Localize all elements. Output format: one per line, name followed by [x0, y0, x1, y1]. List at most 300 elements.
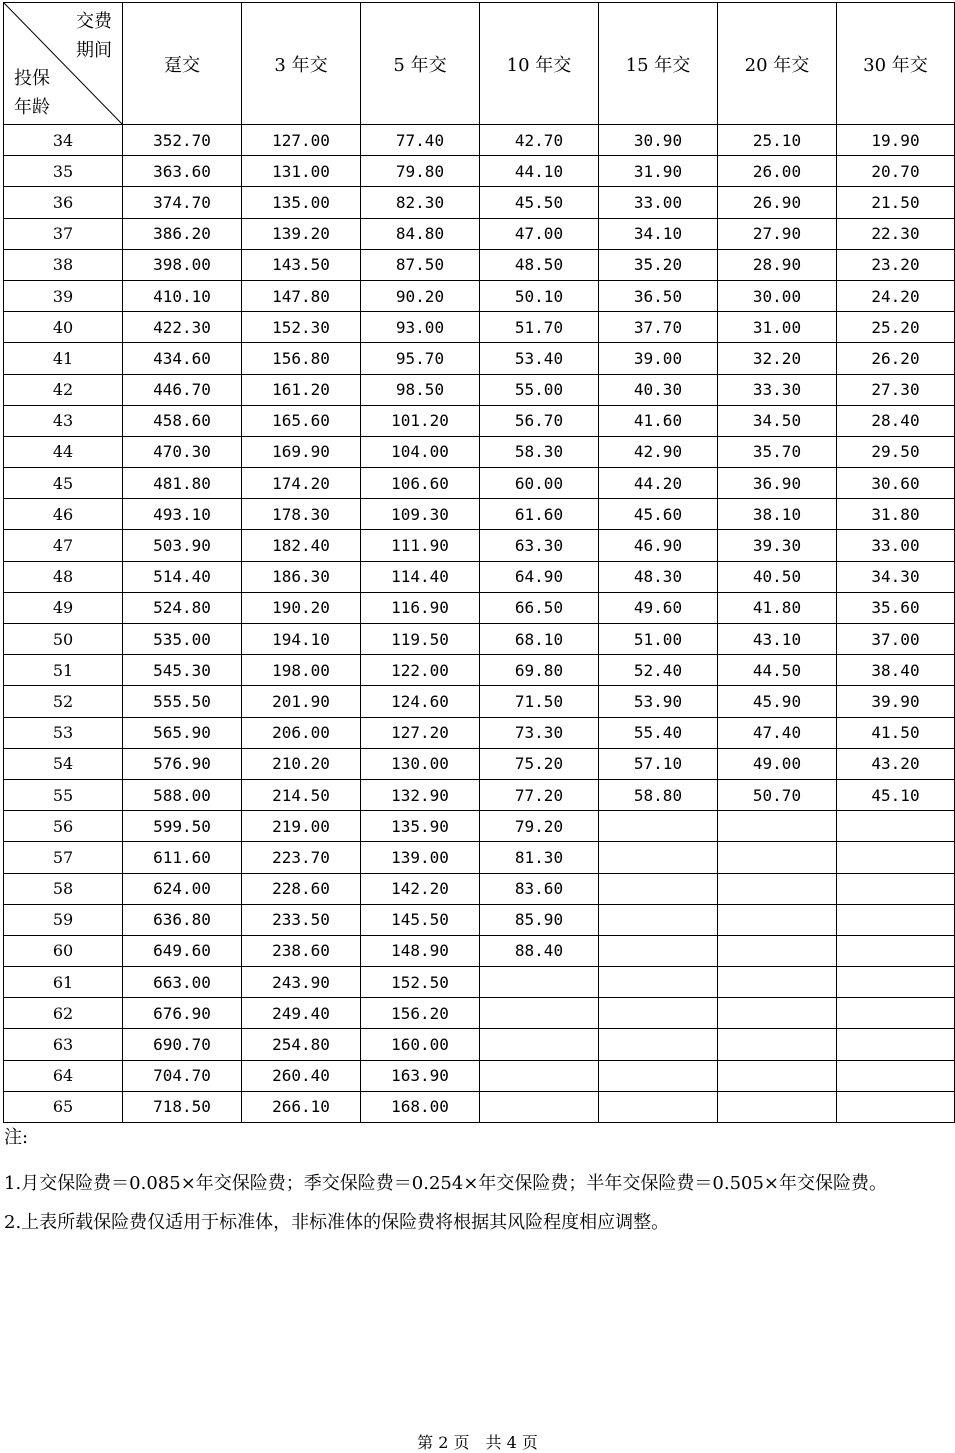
- premium-cell: 45.60: [599, 499, 718, 530]
- premium-cell: 47.40: [718, 717, 837, 748]
- table-row: [4, 624, 955, 655]
- premium-cell: 73.30: [480, 717, 599, 748]
- premium-cell: 43.10: [718, 624, 837, 655]
- premium-cell: [599, 1060, 718, 1091]
- premium-cell: [599, 935, 718, 966]
- premium-cell: 131.00: [242, 156, 361, 187]
- premium-cell: 69.80: [480, 655, 599, 686]
- table-row: [4, 779, 955, 810]
- premium-cell: 40.30: [599, 374, 718, 405]
- age-cell: 36: [4, 187, 123, 218]
- premium-cell: 410.10: [123, 280, 242, 311]
- premium-cell: 649.60: [123, 935, 242, 966]
- premium-cell: [837, 842, 955, 873]
- premium-cell: 84.80: [361, 218, 480, 249]
- premium-cell: 704.70: [123, 1060, 242, 1091]
- premium-cell: 64.90: [480, 561, 599, 592]
- premium-cell: 624.00: [123, 873, 242, 904]
- page-number: 第 2 页 共 4 页: [417, 1433, 538, 1452]
- age-cell: 48: [4, 561, 123, 592]
- table-row: [4, 1029, 955, 1060]
- premium-cell: 39.00: [599, 343, 718, 374]
- table-row: [4, 592, 955, 623]
- premium-cell: 88.40: [480, 935, 599, 966]
- corner-header-cell: [4, 3, 123, 125]
- premium-cell: 545.30: [123, 655, 242, 686]
- premium-cell: 139.00: [361, 842, 480, 873]
- premium-cell: [480, 1091, 599, 1122]
- premium-cell: 35.20: [599, 249, 718, 280]
- premium-cell: 28.90: [718, 249, 837, 280]
- premium-cell: 28.40: [837, 405, 955, 436]
- premium-cell: 135.90: [361, 811, 480, 842]
- age-cell: 41: [4, 343, 123, 374]
- premium-cell: 676.90: [123, 998, 242, 1029]
- premium-cell: 25.10: [718, 125, 837, 156]
- age-cell: 63: [4, 1029, 123, 1060]
- premium-cell: 77.40: [361, 125, 480, 156]
- premium-cell: 36.50: [599, 280, 718, 311]
- premium-cell: 386.20: [123, 218, 242, 249]
- premium-cell: 27.30: [837, 374, 955, 405]
- premium-cell: 53.90: [599, 686, 718, 717]
- premium-cell: 38.10: [718, 499, 837, 530]
- premium-cell: 26.90: [718, 187, 837, 218]
- premium-cell: 31.00: [718, 312, 837, 343]
- premium-cell: 23.20: [837, 249, 955, 280]
- age-cell: 49: [4, 592, 123, 623]
- table-row: [4, 717, 955, 748]
- premium-cell: 79.80: [361, 156, 480, 187]
- premium-cell: 132.90: [361, 779, 480, 810]
- premium-cell: 68.10: [480, 624, 599, 655]
- premium-cell: 174.20: [242, 468, 361, 499]
- premium-cell: 156.80: [242, 343, 361, 374]
- premium-cell: [837, 873, 955, 904]
- premium-cell: 266.10: [242, 1091, 361, 1122]
- premium-cell: 254.80: [242, 1029, 361, 1060]
- premium-cell: 156.20: [361, 998, 480, 1029]
- age-cell: 43: [4, 405, 123, 436]
- premium-cell: 85.90: [480, 904, 599, 935]
- premium-cell: 34.10: [599, 218, 718, 249]
- premium-cell: 42.90: [599, 436, 718, 467]
- column-header: 30 年交: [837, 3, 955, 125]
- age-cell: 57: [4, 842, 123, 873]
- table-row: [4, 125, 955, 156]
- column-header: 趸交: [123, 3, 242, 125]
- premium-cell: 122.00: [361, 655, 480, 686]
- premium-cell: 19.90: [837, 125, 955, 156]
- premium-cell: 434.60: [123, 343, 242, 374]
- premium-cell: 119.50: [361, 624, 480, 655]
- premium-cell: 481.80: [123, 468, 242, 499]
- table-row: [4, 218, 955, 249]
- premium-cell: 524.80: [123, 592, 242, 623]
- age-cell: 50: [4, 624, 123, 655]
- premium-cell: 82.30: [361, 187, 480, 218]
- premium-cell: 101.20: [361, 405, 480, 436]
- table-row: [4, 811, 955, 842]
- table-row: [4, 873, 955, 904]
- premium-cell: 71.50: [480, 686, 599, 717]
- corner-label-insured-age: 投保 年龄: [14, 68, 50, 118]
- table-row: [4, 904, 955, 935]
- premium-cell: 143.50: [242, 249, 361, 280]
- premium-cell: 42.70: [480, 125, 599, 156]
- premium-cell: 233.50: [242, 904, 361, 935]
- table-row: [4, 280, 955, 311]
- note-item: 2.上表所载保险费仅适用于标准体，非标准体的保险费将根据其风险程度相应调整。: [4, 1212, 670, 1233]
- premium-cell: 40.50: [718, 561, 837, 592]
- premium-cell: 663.00: [123, 967, 242, 998]
- premium-cell: 20.70: [837, 156, 955, 187]
- table-row: [4, 343, 955, 374]
- age-cell: 62: [4, 998, 123, 1029]
- age-cell: 60: [4, 935, 123, 966]
- premium-cell: 186.30: [242, 561, 361, 592]
- premium-cell: 201.90: [242, 686, 361, 717]
- premium-cell: 77.20: [480, 779, 599, 810]
- premium-cell: 35.70: [718, 436, 837, 467]
- premium-cell: 45.50: [480, 187, 599, 218]
- premium-cell: 116.90: [361, 592, 480, 623]
- premium-cell: 21.50: [837, 187, 955, 218]
- premium-cell: [718, 842, 837, 873]
- age-cell: 54: [4, 748, 123, 779]
- premium-cell: 58.30: [480, 436, 599, 467]
- premium-cell: 114.40: [361, 561, 480, 592]
- premium-cell: 165.60: [242, 405, 361, 436]
- premium-cell: 60.00: [480, 468, 599, 499]
- table-row: [4, 655, 955, 686]
- age-cell: 34: [4, 125, 123, 156]
- age-cell: 40: [4, 312, 123, 343]
- age-cell: 35: [4, 156, 123, 187]
- note-item: 1.月交保险费＝0.085×年交保险费；季交保险费＝0.254×年交保险费；半年交保险费＝0.505×年交保险费。: [4, 1173, 888, 1194]
- table-row: [4, 967, 955, 998]
- age-cell: 64: [4, 1060, 123, 1091]
- table-row: [4, 935, 955, 966]
- premium-cell: 44.10: [480, 156, 599, 187]
- table-row: [4, 156, 955, 187]
- table-row: [4, 686, 955, 717]
- premium-cell: 34.30: [837, 561, 955, 592]
- premium-cell: 37.00: [837, 624, 955, 655]
- premium-cell: 228.60: [242, 873, 361, 904]
- column-header: 3 年交: [242, 3, 361, 125]
- premium-cell: 194.10: [242, 624, 361, 655]
- premium-cell: 35.60: [837, 592, 955, 623]
- premium-cell: 690.70: [123, 1029, 242, 1060]
- table-row: [4, 842, 955, 873]
- premium-cell: [599, 842, 718, 873]
- premium-cell: 26.00: [718, 156, 837, 187]
- premium-cell: 446.70: [123, 374, 242, 405]
- premium-cell: 470.30: [123, 436, 242, 467]
- premium-cell: 37.70: [599, 312, 718, 343]
- premium-cell: 41.60: [599, 405, 718, 436]
- premium-cell: 32.20: [718, 343, 837, 374]
- premium-cell: 352.70: [123, 125, 242, 156]
- premium-cell: 43.20: [837, 748, 955, 779]
- premium-cell: 214.50: [242, 779, 361, 810]
- premium-cell: 45.90: [718, 686, 837, 717]
- premium-cell: 111.90: [361, 530, 480, 561]
- premium-cell: 493.10: [123, 499, 242, 530]
- premium-cell: [837, 811, 955, 842]
- premium-cell: 198.00: [242, 655, 361, 686]
- age-cell: 45: [4, 468, 123, 499]
- premium-cell: 34.50: [718, 405, 837, 436]
- notes-heading: 注:: [4, 1127, 29, 1148]
- premium-cell: 555.50: [123, 686, 242, 717]
- premium-cell: 39.90: [837, 686, 955, 717]
- premium-cell: 24.20: [837, 280, 955, 311]
- premium-cell: 56.70: [480, 405, 599, 436]
- premium-cell: 33.00: [599, 187, 718, 218]
- premium-cell: 148.90: [361, 935, 480, 966]
- premium-cell: 55.40: [599, 717, 718, 748]
- premium-cell: [480, 967, 599, 998]
- premium-cell: 53.40: [480, 343, 599, 374]
- premium-cell: 565.90: [123, 717, 242, 748]
- premium-cell: 206.00: [242, 717, 361, 748]
- premium-cell: 588.00: [123, 779, 242, 810]
- table-row: [4, 561, 955, 592]
- premium-cell: 75.20: [480, 748, 599, 779]
- premium-cell: 104.00: [361, 436, 480, 467]
- premium-rate-table: [3, 2, 955, 1123]
- premium-cell: 50.70: [718, 779, 837, 810]
- premium-cell: 249.40: [242, 998, 361, 1029]
- premium-cell: 223.70: [242, 842, 361, 873]
- age-cell: 53: [4, 717, 123, 748]
- premium-cell: 98.50: [361, 374, 480, 405]
- premium-cell: 152.30: [242, 312, 361, 343]
- premium-cell: [480, 998, 599, 1029]
- premium-cell: 63.30: [480, 530, 599, 561]
- premium-cell: [837, 1029, 955, 1060]
- premium-cell: 576.90: [123, 748, 242, 779]
- premium-cell: 514.40: [123, 561, 242, 592]
- table-row: [4, 405, 955, 436]
- premium-cell: 169.90: [242, 436, 361, 467]
- premium-cell: 44.20: [599, 468, 718, 499]
- premium-cell: [599, 998, 718, 1029]
- premium-cell: 535.00: [123, 624, 242, 655]
- premium-cell: 260.40: [242, 1060, 361, 1091]
- premium-cell: 106.60: [361, 468, 480, 499]
- age-cell: 38: [4, 249, 123, 280]
- table-row: [4, 1091, 955, 1122]
- premium-cell: 182.40: [242, 530, 361, 561]
- table-row: [4, 998, 955, 1029]
- premium-cell: 124.60: [361, 686, 480, 717]
- table-row: [4, 1060, 955, 1091]
- premium-cell: 22.30: [837, 218, 955, 249]
- table-row: [4, 249, 955, 280]
- age-cell: 55: [4, 779, 123, 810]
- table-row: [4, 436, 955, 467]
- premium-cell: [837, 1091, 955, 1122]
- premium-cell: 52.40: [599, 655, 718, 686]
- premium-cell: 55.00: [480, 374, 599, 405]
- premium-cell: 44.50: [718, 655, 837, 686]
- premium-cell: [718, 904, 837, 935]
- age-cell: 51: [4, 655, 123, 686]
- premium-cell: 718.50: [123, 1091, 242, 1122]
- premium-cell: 398.00: [123, 249, 242, 280]
- age-cell: 37: [4, 218, 123, 249]
- premium-cell: 636.80: [123, 904, 242, 935]
- age-cell: 46: [4, 499, 123, 530]
- table-row: [4, 468, 955, 499]
- premium-cell: 374.70: [123, 187, 242, 218]
- age-cell: 56: [4, 811, 123, 842]
- column-header: 10 年交: [480, 3, 599, 125]
- premium-cell: 51.70: [480, 312, 599, 343]
- age-cell: 65: [4, 1091, 123, 1122]
- premium-cell: [718, 1029, 837, 1060]
- premium-cell: 27.90: [718, 218, 837, 249]
- premium-cell: 48.30: [599, 561, 718, 592]
- premium-cell: 48.50: [480, 249, 599, 280]
- premium-cell: 41.80: [718, 592, 837, 623]
- table-row: [4, 748, 955, 779]
- premium-cell: 66.50: [480, 592, 599, 623]
- age-cell: 59: [4, 904, 123, 935]
- premium-cell: [718, 1091, 837, 1122]
- premium-cell: [599, 967, 718, 998]
- premium-cell: 127.20: [361, 717, 480, 748]
- premium-cell: 90.20: [361, 280, 480, 311]
- premium-cell: 611.60: [123, 842, 242, 873]
- premium-cell: [837, 1060, 955, 1091]
- premium-cell: 145.50: [361, 904, 480, 935]
- premium-cell: [599, 1029, 718, 1060]
- age-cell: 61: [4, 967, 123, 998]
- table-row: [4, 312, 955, 343]
- premium-cell: [837, 998, 955, 1029]
- premium-cell: 168.00: [361, 1091, 480, 1122]
- premium-cell: 130.00: [361, 748, 480, 779]
- premium-cell: 87.50: [361, 249, 480, 280]
- premium-cell: [718, 1060, 837, 1091]
- table-row: [4, 374, 955, 405]
- table-row: [4, 187, 955, 218]
- table-body: [4, 125, 955, 1123]
- premium-cell: 33.00: [837, 530, 955, 561]
- premium-cell: 160.00: [361, 1029, 480, 1060]
- premium-cell: 503.90: [123, 530, 242, 561]
- premium-cell: 49.00: [718, 748, 837, 779]
- premium-cell: 81.30: [480, 842, 599, 873]
- premium-cell: 190.20: [242, 592, 361, 623]
- premium-cell: 26.20: [837, 343, 955, 374]
- premium-cell: 139.20: [242, 218, 361, 249]
- premium-cell: [718, 811, 837, 842]
- premium-cell: 31.90: [599, 156, 718, 187]
- premium-cell: 142.20: [361, 873, 480, 904]
- premium-cell: 30.60: [837, 468, 955, 499]
- premium-cell: 93.00: [361, 312, 480, 343]
- premium-cell: 46.90: [599, 530, 718, 561]
- premium-cell: [837, 935, 955, 966]
- column-header: 5 年交: [361, 3, 480, 125]
- premium-cell: 39.30: [718, 530, 837, 561]
- premium-cell: 178.30: [242, 499, 361, 530]
- age-cell: 58: [4, 873, 123, 904]
- premium-cell: 29.50: [837, 436, 955, 467]
- premium-cell: 363.60: [123, 156, 242, 187]
- notes-section: [4, 1125, 944, 1242]
- premium-cell: [599, 904, 718, 935]
- premium-cell: 61.60: [480, 499, 599, 530]
- age-cell: 39: [4, 280, 123, 311]
- table-row: [4, 530, 955, 561]
- premium-cell: 147.80: [242, 280, 361, 311]
- premium-cell: 41.50: [837, 717, 955, 748]
- premium-cell: 57.10: [599, 748, 718, 779]
- premium-cell: [599, 873, 718, 904]
- premium-cell: [599, 811, 718, 842]
- premium-cell: [718, 967, 837, 998]
- table-row: [4, 499, 955, 530]
- premium-cell: 127.00: [242, 125, 361, 156]
- premium-cell: 83.60: [480, 873, 599, 904]
- premium-cell: 49.60: [599, 592, 718, 623]
- premium-cell: 47.00: [480, 218, 599, 249]
- premium-cell: 38.40: [837, 655, 955, 686]
- premium-cell: 33.30: [718, 374, 837, 405]
- column-header: 20 年交: [718, 3, 837, 125]
- age-cell: 44: [4, 436, 123, 467]
- premium-cell: [837, 967, 955, 998]
- premium-cell: [480, 1060, 599, 1091]
- premium-cell: 422.30: [123, 312, 242, 343]
- premium-cell: 45.10: [837, 779, 955, 810]
- premium-cell: 50.10: [480, 280, 599, 311]
- corner-label-payment-period: 交费 期间: [76, 11, 112, 61]
- premium-cell: [718, 935, 837, 966]
- premium-cell: 458.60: [123, 405, 242, 436]
- premium-cell: 109.30: [361, 499, 480, 530]
- premium-cell: 25.20: [837, 312, 955, 343]
- premium-cell: 163.90: [361, 1060, 480, 1091]
- age-cell: 42: [4, 374, 123, 405]
- age-cell: 47: [4, 530, 123, 561]
- premium-cell: 161.20: [242, 374, 361, 405]
- premium-cell: 95.70: [361, 343, 480, 374]
- premium-cell: 36.90: [718, 468, 837, 499]
- premium-cell: 31.80: [837, 499, 955, 530]
- premium-cell: [480, 1029, 599, 1060]
- premium-cell: 219.00: [242, 811, 361, 842]
- premium-cell: 599.50: [123, 811, 242, 842]
- premium-cell: [599, 1091, 718, 1122]
- premium-cell: 243.90: [242, 967, 361, 998]
- premium-cell: [718, 873, 837, 904]
- premium-cell: 51.00: [599, 624, 718, 655]
- premium-cell: 30.00: [718, 280, 837, 311]
- premium-cell: [837, 904, 955, 935]
- premium-cell: 152.50: [361, 967, 480, 998]
- column-header: 15 年交: [599, 3, 718, 125]
- premium-cell: 210.20: [242, 748, 361, 779]
- table-header-row: [4, 3, 955, 125]
- premium-cell: 135.00: [242, 187, 361, 218]
